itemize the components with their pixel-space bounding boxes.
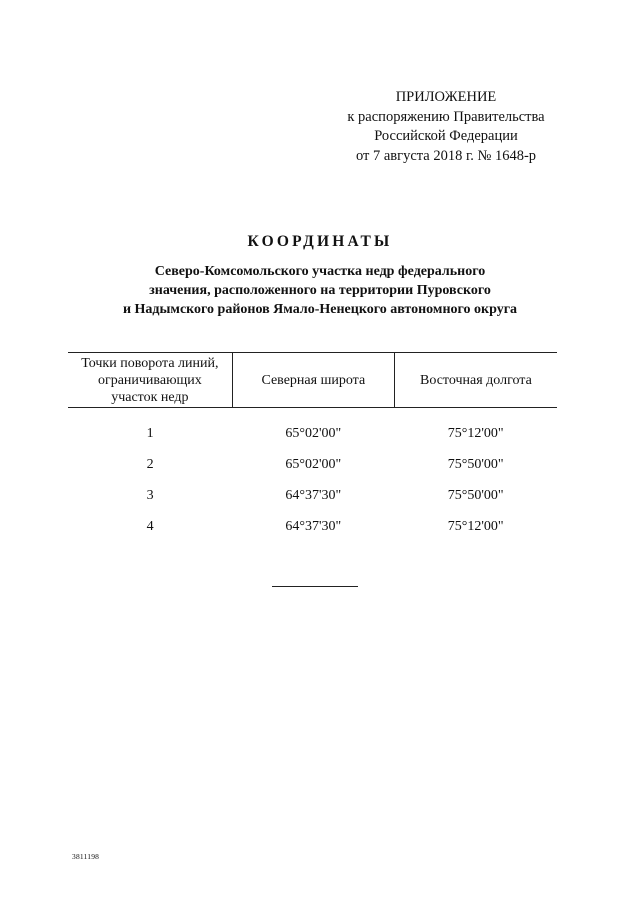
longitude-value: 75°50'00"	[447, 456, 504, 472]
appendix-date-number: от 7 августа 2018 г. № 1648-р	[355, 147, 537, 164]
point-number: 2	[146, 456, 154, 472]
table-row	[68, 449, 557, 480]
subtitle-line-1: Северо-Комсомольского участка недр федерального	[154, 264, 486, 279]
longitude-value: 75°12'00"	[447, 425, 504, 441]
longitude-value: 75°50'00"	[447, 487, 504, 503]
header-point-line-3: участок недр	[111, 389, 189, 405]
appendix-header	[330, 88, 562, 166]
header-turning-points	[68, 353, 232, 408]
document-code: 3811198	[72, 852, 100, 861]
appendix-label: ПРИЛОЖЕНИЕ	[395, 89, 497, 105]
end-divider	[272, 586, 358, 587]
table-row	[68, 408, 557, 450]
table-row	[68, 511, 557, 542]
header-point-line-1: Точки поворота линий,	[81, 355, 219, 371]
table-row	[68, 480, 557, 511]
point-number: 4	[146, 518, 154, 534]
header-east-longitude: Восточная долгота	[394, 353, 557, 408]
point-number: 1	[146, 425, 154, 441]
point-number: 3	[146, 487, 154, 503]
longitude-value: 75°12'00"	[447, 518, 504, 534]
latitude-value: 64°37'30"	[285, 487, 342, 503]
document-title: КООРДИНАТЫ	[247, 233, 393, 250]
header-north-latitude: Северная широта	[232, 353, 394, 408]
header-point-line-2: ограничивающих	[97, 372, 202, 388]
latitude-value: 64°37'30"	[285, 518, 342, 534]
coordinates-table	[68, 352, 557, 542]
appendix-authority-line: Российской Федерации	[374, 128, 518, 144]
appendix-order-line: к распоряжению Правительства	[347, 108, 545, 125]
latitude-value: 65°02'00"	[285, 425, 342, 441]
subtitle-line-3: и Надымского районов Ямало-Ненецкого автономного округа	[122, 302, 518, 317]
subtitle-line-2: значения, расположенного на территории Пуровского	[149, 283, 491, 298]
latitude-value: 65°02'00"	[285, 456, 342, 472]
document-subtitle	[0, 262, 640, 319]
table-header-row	[68, 353, 557, 408]
